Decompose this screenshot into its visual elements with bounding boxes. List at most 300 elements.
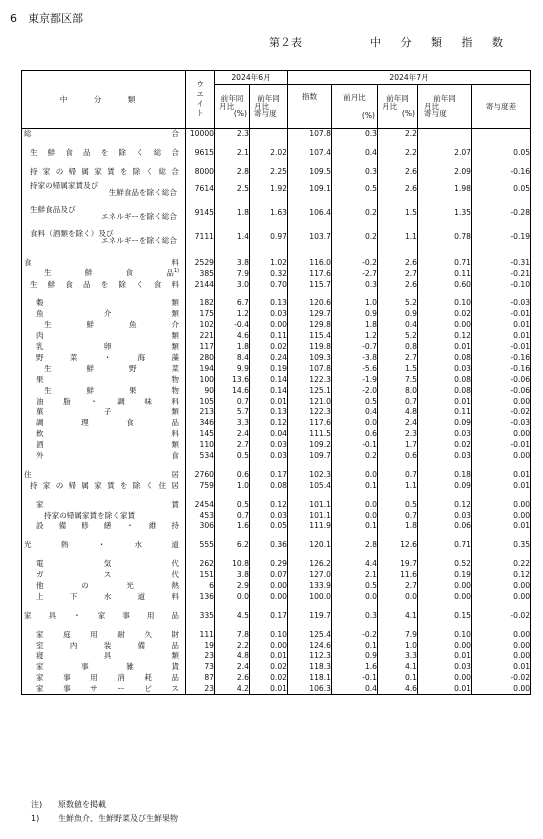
spacer-cell bbox=[215, 491, 250, 499]
cell-mom: 0.1 bbox=[332, 640, 378, 651]
row-label bbox=[22, 407, 186, 418]
cell-mom: -2.7 bbox=[332, 268, 378, 279]
cell-c: 0.78 bbox=[418, 225, 472, 249]
label-justified bbox=[22, 652, 185, 660]
cell-c: 0.10 bbox=[418, 298, 472, 309]
label-char: ・ bbox=[97, 540, 106, 550]
label-char: 調 bbox=[36, 418, 44, 428]
label-char: 家 bbox=[42, 480, 51, 490]
note-mark: 1) bbox=[31, 814, 40, 823]
cell-idx: 116.0 bbox=[288, 257, 332, 268]
cell-weight: 262 bbox=[186, 559, 215, 570]
table-row bbox=[22, 640, 531, 651]
cell-jun_c: 0.13 bbox=[250, 407, 288, 418]
cell-weight: 105 bbox=[186, 396, 215, 407]
label-char: 総 bbox=[158, 166, 167, 176]
cell-yoy: 1.1 bbox=[378, 225, 418, 249]
cell-c: 0.19 bbox=[418, 569, 472, 580]
hdr-line: 寄与度 bbox=[424, 109, 447, 119]
table-title: 中 分 類 指 数 bbox=[370, 36, 511, 49]
label-char: 調 bbox=[117, 396, 125, 406]
label-char: 鮮 bbox=[86, 363, 95, 373]
cell-mom: 0.5 bbox=[332, 580, 378, 591]
row-label bbox=[22, 429, 186, 440]
cell-jun_yoy: 5.7 bbox=[215, 407, 250, 418]
label-line-2: エネルギーを除く総合 bbox=[101, 212, 177, 222]
label-char: 熱 bbox=[171, 580, 179, 590]
label-justified bbox=[22, 269, 185, 277]
cell-c: 0.08 bbox=[418, 385, 472, 396]
cell-idx: 119.7 bbox=[288, 610, 332, 621]
label-char: 耗 bbox=[144, 673, 152, 683]
label-char: 家 bbox=[94, 480, 102, 490]
spacer-cell bbox=[22, 621, 186, 629]
cell-jun_c: 0.12 bbox=[250, 418, 288, 429]
spacer-cell bbox=[186, 532, 215, 540]
cell-yoy: 0.5 bbox=[378, 499, 418, 510]
row-label bbox=[22, 396, 186, 407]
cell-c: 0.18 bbox=[418, 469, 472, 480]
cell-yoy: 2.6 bbox=[378, 177, 418, 201]
spacer-cell bbox=[186, 491, 215, 499]
label-char: 用 bbox=[90, 629, 98, 639]
cell-c: 0.01 bbox=[418, 396, 472, 407]
cell-weight: 19 bbox=[186, 640, 215, 651]
cell-weight: 23 bbox=[186, 683, 215, 694]
table-row bbox=[22, 129, 531, 140]
label-justified bbox=[22, 612, 185, 620]
label-char: 外 bbox=[36, 450, 44, 460]
jun-group-header: 2024年6月 bbox=[215, 71, 288, 85]
cell-c: 0.01 bbox=[418, 651, 472, 662]
label-char: ・ bbox=[126, 521, 134, 531]
cell-c: 0.03 bbox=[418, 510, 472, 521]
label-char: 合 bbox=[171, 148, 179, 158]
cell-mom: 0.6 bbox=[332, 429, 378, 440]
cell-weight: 73 bbox=[186, 662, 215, 673]
label-char: の bbox=[81, 580, 89, 590]
spacer-cell bbox=[378, 602, 418, 610]
label-justified bbox=[22, 522, 185, 530]
label-char: 維 bbox=[148, 521, 157, 531]
cell-idx: 124.6 bbox=[288, 640, 332, 651]
label-char: 具 bbox=[48, 610, 57, 620]
cell-idx: 105.4 bbox=[288, 480, 332, 491]
cell-idx: 115.7 bbox=[288, 279, 332, 290]
table-row bbox=[22, 407, 531, 418]
weight-header-text bbox=[186, 80, 214, 118]
cell-mom: -5.6 bbox=[332, 363, 378, 374]
cell-yoy: 2.6 bbox=[378, 279, 418, 290]
table-row bbox=[22, 352, 531, 363]
label-char: 消 bbox=[117, 673, 125, 683]
spacer-row bbox=[22, 158, 531, 166]
label-char: 気 bbox=[103, 559, 112, 569]
row-label bbox=[22, 268, 186, 279]
cell-weight: 136 bbox=[186, 591, 215, 602]
spacer-cell bbox=[332, 290, 378, 298]
label-char: を bbox=[100, 279, 109, 289]
cell-jun_yoy: 9.9 bbox=[215, 363, 250, 374]
table-row bbox=[22, 662, 531, 673]
hdr-line: 前年同 bbox=[257, 94, 280, 104]
label-char: 道 bbox=[171, 540, 179, 550]
cell-weight: 306 bbox=[186, 521, 215, 532]
cell-jun_yoy: 3.0 bbox=[215, 279, 250, 290]
cell-yoy: 1.7 bbox=[378, 439, 418, 450]
spacer-cell bbox=[472, 532, 531, 540]
cell-jun_c: 0.03 bbox=[250, 439, 288, 450]
cell-jun_yoy: 2.2 bbox=[215, 640, 250, 651]
cell-jun_c: 0.14 bbox=[250, 385, 288, 396]
spacer-cell bbox=[215, 290, 250, 298]
spacer-cell bbox=[332, 551, 378, 559]
table-row bbox=[22, 331, 531, 342]
cell-mom: 0.9 bbox=[332, 651, 378, 662]
cell-idx: 109.2 bbox=[288, 439, 332, 450]
label-char: 料 bbox=[171, 257, 179, 267]
cell-jun_c: 0.04 bbox=[250, 429, 288, 440]
spacer-row bbox=[22, 602, 531, 610]
label-char: 品 bbox=[171, 673, 179, 683]
label-char: 脂 bbox=[63, 396, 71, 406]
cell-jun_c: 0.02 bbox=[250, 662, 288, 673]
cell-jun_c: 0.02 bbox=[250, 673, 288, 684]
label-char: 食 bbox=[125, 268, 134, 278]
label-char: 料 bbox=[171, 396, 179, 406]
cell-diff: -0.02 bbox=[472, 610, 531, 621]
cell-idx: 100.0 bbox=[288, 591, 332, 602]
label-justified bbox=[22, 482, 185, 490]
jul-mom-header bbox=[332, 85, 378, 129]
spacer-cell bbox=[378, 532, 418, 540]
spacer-cell bbox=[378, 621, 418, 629]
row-label bbox=[22, 279, 186, 290]
spacer-cell bbox=[215, 158, 250, 166]
label-char: 上 bbox=[36, 591, 44, 601]
cell-jun_yoy: 7.8 bbox=[215, 629, 250, 640]
cell-weight: 10000 bbox=[186, 129, 215, 140]
label-char: 鮮 bbox=[84, 268, 93, 278]
label-char: 他 bbox=[36, 580, 44, 590]
spacer-cell bbox=[215, 139, 250, 147]
cell-diff: -0.10 bbox=[472, 279, 531, 290]
cell-jun_c: 0.19 bbox=[250, 363, 288, 374]
label-justified bbox=[22, 281, 185, 289]
cell-idx: 118.3 bbox=[288, 662, 332, 673]
cell-yoy: 4.6 bbox=[378, 683, 418, 694]
cell-jun_c: 0.05 bbox=[250, 521, 288, 532]
cell-c: 0.03 bbox=[418, 662, 472, 673]
row-label bbox=[22, 629, 186, 640]
label-char: く bbox=[136, 279, 144, 289]
cell-idx: 129.8 bbox=[288, 320, 332, 331]
label-char: 総 bbox=[153, 148, 162, 158]
cell-jun_yoy: 1.6 bbox=[215, 521, 250, 532]
cell-mom: 1.8 bbox=[332, 320, 378, 331]
spacer-cell bbox=[215, 621, 250, 629]
cell-jun_c: 0.03 bbox=[250, 450, 288, 461]
label-char: を bbox=[100, 148, 109, 158]
cell-jun_c: 0.17 bbox=[250, 469, 288, 480]
cell-yoy: 19.7 bbox=[378, 559, 418, 570]
spacer-cell bbox=[332, 491, 378, 499]
label-char: 具 bbox=[103, 651, 112, 661]
cell-jun_c: 0.12 bbox=[250, 499, 288, 510]
label-char: 乳 bbox=[36, 342, 44, 352]
label-char: 鮮 bbox=[47, 148, 56, 158]
label-justified bbox=[22, 387, 185, 395]
table-row bbox=[22, 257, 531, 268]
label-justified bbox=[22, 593, 185, 601]
spacer-cell bbox=[215, 551, 250, 559]
label-char: 除 bbox=[118, 148, 126, 158]
table-row bbox=[22, 363, 531, 374]
label-char: 賃 bbox=[171, 499, 179, 509]
cell-yoy: 0.9 bbox=[378, 309, 418, 320]
table-row bbox=[22, 201, 531, 225]
label-char: ビ bbox=[144, 683, 152, 693]
table-row bbox=[22, 166, 531, 177]
table-row bbox=[22, 396, 531, 407]
cell-mom: -0.2 bbox=[332, 257, 378, 268]
label-char: 持 bbox=[30, 480, 38, 490]
jun-yoy-header bbox=[215, 85, 250, 129]
note-text: 生鮮魚介、生鮮野菜及び生鮮果物 bbox=[58, 814, 178, 823]
cell-jun_c: 0.11 bbox=[250, 331, 288, 342]
cell-c: 0.01 bbox=[418, 341, 472, 352]
table-row bbox=[22, 559, 531, 570]
cell-weight: 100 bbox=[186, 374, 215, 385]
cell-diff: -0.06 bbox=[472, 385, 531, 396]
cell-c: 0.00 bbox=[418, 673, 472, 684]
spacer-cell bbox=[22, 532, 186, 540]
cell-jun_c: 0.17 bbox=[250, 610, 288, 621]
spacer-cell bbox=[472, 158, 531, 166]
cell-mom: 0.3 bbox=[332, 279, 378, 290]
label-char: 飲 bbox=[36, 429, 44, 439]
cell-c: 0.02 bbox=[418, 309, 472, 320]
spacer-cell bbox=[250, 491, 288, 499]
cell-mom: 2.8 bbox=[332, 540, 378, 551]
label-justified bbox=[22, 299, 185, 307]
cell-mom: 0.2 bbox=[332, 201, 378, 225]
cell-mom: 0.3 bbox=[332, 166, 378, 177]
spacer-cell bbox=[288, 532, 332, 540]
label-char: 事 bbox=[81, 662, 89, 672]
cell-idx: 101.1 bbox=[288, 499, 332, 510]
cell-jun_c: 2.25 bbox=[250, 166, 288, 177]
cell-idx: 118.1 bbox=[288, 673, 332, 684]
jul-contrib-header bbox=[418, 85, 472, 129]
cell-weight: 7614 bbox=[186, 177, 215, 201]
table-row bbox=[22, 320, 531, 331]
spacer-cell bbox=[250, 602, 288, 610]
cell-weight: 280 bbox=[186, 352, 215, 363]
cell-yoy: 0.7 bbox=[378, 396, 418, 407]
cell-diff: -0.16 bbox=[472, 166, 531, 177]
row-label bbox=[22, 341, 186, 352]
table-row bbox=[22, 591, 531, 602]
cell-mom: 0.1 bbox=[332, 480, 378, 491]
cell-mom: -0.7 bbox=[332, 341, 378, 352]
cell-diff: 0.00 bbox=[472, 683, 531, 694]
cell-weight: 346 bbox=[186, 418, 215, 429]
cell-c: 0.08 bbox=[418, 374, 472, 385]
cell-yoy: 0.8 bbox=[378, 341, 418, 352]
footnote-marker: 1) bbox=[173, 268, 179, 275]
label-char: 類 bbox=[171, 407, 179, 417]
cell-diff: -0.01 bbox=[472, 341, 531, 352]
cell-idx: 109.5 bbox=[288, 166, 332, 177]
label-char: 家 bbox=[42, 166, 51, 176]
hdr-line: (%) bbox=[401, 109, 416, 119]
spacer-cell bbox=[472, 249, 531, 257]
cell-weight: 759 bbox=[186, 480, 215, 491]
cell-idx: 119.8 bbox=[288, 341, 332, 352]
cell-diff: -0.16 bbox=[472, 352, 531, 363]
jul-index-header: 指数 bbox=[288, 85, 332, 129]
cell-jun_yoy: 3.3 bbox=[215, 418, 250, 429]
row-label bbox=[22, 521, 186, 532]
cell-jun_yoy: 2.7 bbox=[215, 439, 250, 450]
row-label bbox=[22, 569, 186, 580]
cell-jun_c bbox=[250, 129, 288, 140]
spacer-cell bbox=[186, 139, 215, 147]
cell-mom: -0.1 bbox=[332, 673, 378, 684]
label-char: 居 bbox=[171, 480, 179, 490]
cell-c: 0.71 bbox=[418, 257, 472, 268]
cell-yoy: 4.1 bbox=[378, 610, 418, 621]
label-char: 類 bbox=[171, 440, 179, 450]
spacer-cell bbox=[250, 139, 288, 147]
label-justified bbox=[22, 560, 185, 568]
jul-group-header: 2024年7月 bbox=[288, 71, 531, 85]
cell-weight: 194 bbox=[186, 363, 215, 374]
label-char: 室 bbox=[36, 640, 44, 650]
label-char: 総 bbox=[24, 129, 32, 139]
cell-idx: 122.3 bbox=[288, 374, 332, 385]
row-label bbox=[22, 450, 186, 461]
cell-yoy: 2.2 bbox=[378, 147, 418, 158]
label-char: 耐 bbox=[117, 629, 125, 639]
label-char: 介 bbox=[103, 309, 112, 319]
cell-diff bbox=[472, 129, 531, 140]
label-char: 理 bbox=[81, 418, 89, 428]
cell-idx: 109.3 bbox=[288, 352, 332, 363]
cell-jun_yoy: 0.5 bbox=[215, 499, 250, 510]
cell-jun_yoy: 6.2 bbox=[215, 540, 250, 551]
label-justified bbox=[22, 642, 185, 650]
label-char: 財 bbox=[171, 629, 179, 639]
cell-diff: 0.00 bbox=[472, 510, 531, 521]
row-label bbox=[22, 651, 186, 662]
cell-c: 0.15 bbox=[418, 610, 472, 621]
label-char: 水 bbox=[103, 591, 112, 601]
cell-idx: 117.6 bbox=[288, 268, 332, 279]
cell-jun_c: 0.29 bbox=[250, 559, 288, 570]
spacer-cell bbox=[250, 461, 288, 469]
cell-weight: 534 bbox=[186, 450, 215, 461]
spacer-cell bbox=[378, 551, 418, 559]
label-char: 合 bbox=[171, 129, 179, 139]
cell-yoy: 2.3 bbox=[378, 429, 418, 440]
spacer-cell bbox=[418, 249, 472, 257]
cell-weight: 90 bbox=[186, 385, 215, 396]
label-two-line bbox=[22, 230, 185, 245]
label-justified bbox=[22, 471, 185, 479]
cell-diff: 0.01 bbox=[472, 521, 531, 532]
label-char: 事 bbox=[122, 610, 130, 620]
spacer-cell bbox=[332, 621, 378, 629]
label-char: 家 bbox=[94, 166, 102, 176]
cell-diff: -0.02 bbox=[472, 407, 531, 418]
hdr-line: (%) bbox=[233, 109, 247, 119]
label-char: 属 bbox=[81, 166, 89, 176]
cell-c: 0.00 bbox=[418, 640, 472, 651]
spacer-cell bbox=[472, 551, 531, 559]
table-row bbox=[22, 540, 531, 551]
label-char: 久 bbox=[144, 629, 152, 639]
label-justified bbox=[22, 582, 185, 590]
cell-idx: 121.0 bbox=[288, 396, 332, 407]
category-header: 中 分 類 bbox=[22, 71, 186, 129]
cell-yoy: 5.2 bbox=[378, 331, 418, 342]
spacer-cell bbox=[418, 491, 472, 499]
cell-c: 0.09 bbox=[418, 418, 472, 429]
cell-jun_yoy: 1.4 bbox=[215, 225, 250, 249]
cell-yoy: 2.7 bbox=[378, 268, 418, 279]
row-label bbox=[22, 177, 186, 201]
label-line-1: 生鮮食品及び bbox=[30, 204, 76, 214]
spacer-cell bbox=[186, 602, 215, 610]
label-char: 介 bbox=[171, 320, 179, 330]
cell-weight: 182 bbox=[186, 298, 215, 309]
cell-mom: 0.9 bbox=[332, 309, 378, 320]
cell-jun_c: 0.32 bbox=[250, 268, 288, 279]
cell-yoy: 12.6 bbox=[378, 540, 418, 551]
cell-yoy: 1.5 bbox=[378, 363, 418, 374]
table-row bbox=[22, 341, 531, 352]
cell-c: 0.60 bbox=[418, 279, 472, 290]
label-char: く bbox=[145, 480, 154, 490]
cell-idx: 126.2 bbox=[288, 559, 332, 570]
table-row bbox=[22, 429, 531, 440]
note-mark: 注) bbox=[31, 800, 43, 809]
label-char: 品 bbox=[171, 418, 179, 428]
cell-jun_c: 0.08 bbox=[250, 480, 288, 491]
cell-mom: 1.2 bbox=[332, 331, 378, 342]
row-label bbox=[22, 683, 186, 694]
table-row bbox=[22, 499, 531, 510]
label-justified bbox=[22, 571, 185, 579]
label-char: 海 bbox=[137, 352, 146, 362]
cell-yoy: 0.1 bbox=[378, 673, 418, 684]
spacer-cell bbox=[332, 139, 378, 147]
row-label bbox=[22, 540, 186, 551]
table-row bbox=[22, 309, 531, 320]
cell-idx: 127.0 bbox=[288, 569, 332, 580]
label-char: ス bbox=[103, 570, 112, 580]
cell-weight: 213 bbox=[186, 407, 215, 418]
cell-yoy: 0.7 bbox=[378, 469, 418, 480]
cell-jun_yoy: 1.2 bbox=[215, 309, 250, 320]
label-char: 家 bbox=[36, 662, 44, 672]
table-row bbox=[22, 418, 531, 429]
cell-idx: 103.7 bbox=[288, 225, 332, 249]
cell-c: 2.07 bbox=[418, 147, 472, 158]
cell-diff: 0.35 bbox=[472, 540, 531, 551]
